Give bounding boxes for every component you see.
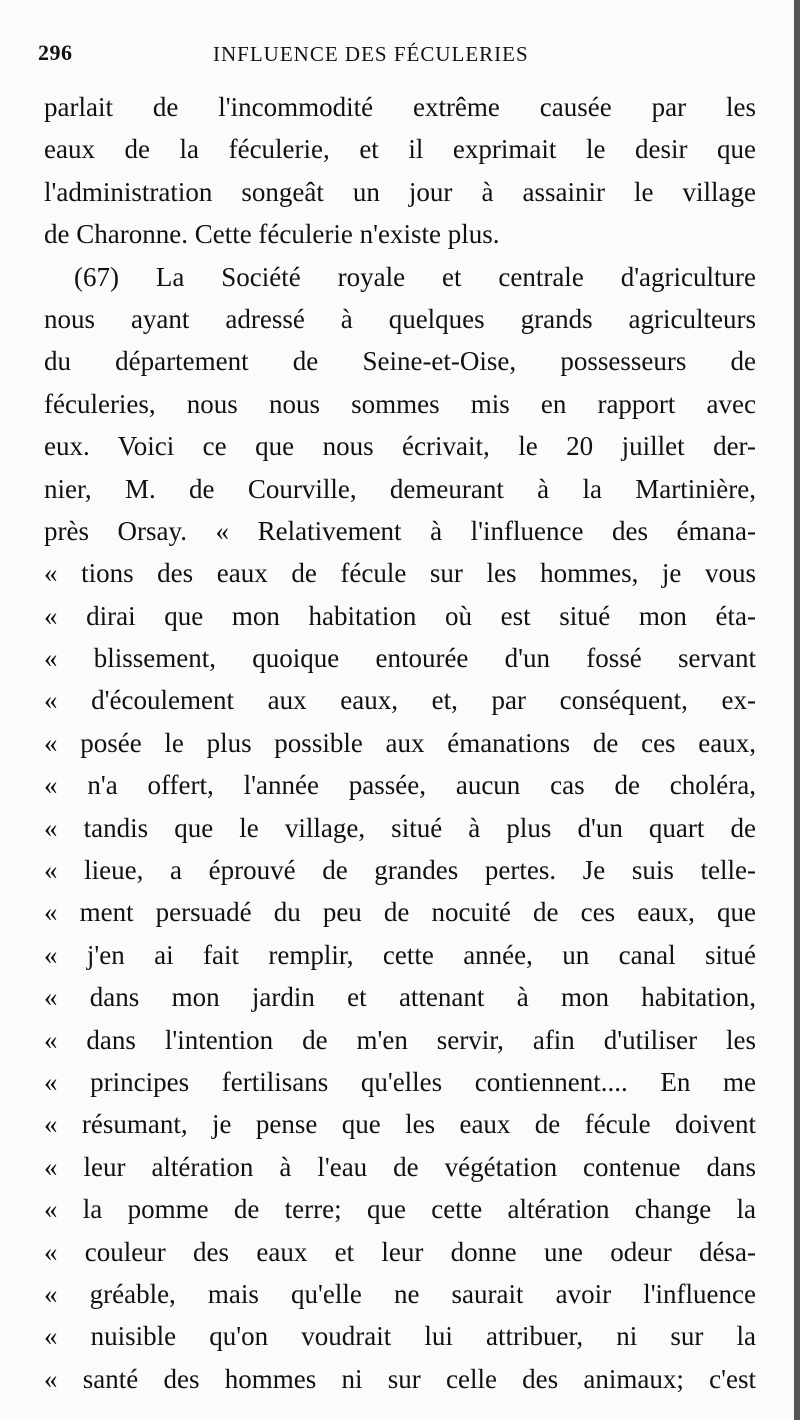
quote-line: « résumant, je pense que les eaux de fécule doivent	[44, 1109, 756, 1140]
quote-line: « nuisible qu'on voudrait lui attribuer, ni sur la	[44, 1321, 756, 1352]
text-line: eaux de la féculerie, et il exprimait le desir que	[44, 134, 756, 165]
quote-line: « tandis que le village, situé à plus d'un quart de	[44, 812, 756, 843]
running-title: INFLUENCE DES FÉCULERIES	[213, 42, 529, 66]
text-line: féculeries, nous nous sommes mis en rapport avec	[44, 388, 756, 419]
quote-line: « lieue, a éprouvé de grandes pertes. Je suis telle-	[44, 855, 756, 886]
quote-line: « dans l'intention de m'en servir, afin d'utiliser les	[44, 1024, 756, 1055]
text-line: l'administration songeât un jour à assainir le village	[44, 176, 756, 207]
text-line: parlait de l'incommodité extrême causée par les	[44, 92, 756, 122]
quote-line: « j'en ai fait remplir, cette année, un canal situé	[44, 939, 756, 970]
body-text	[44, 86, 756, 1400]
text-line: nous ayant adressé à quelques grands agriculteurs	[44, 303, 756, 334]
quote-line: « d'écoulement aux eaux, et, par conséquent, ex-	[44, 685, 756, 716]
text-line: nier, M. de Courville, demeurant à la Martinière,	[44, 473, 756, 504]
quote-line: « gréable, mais qu'elle ne saurait avoir l'influence	[44, 1278, 756, 1309]
quote-line: « blissement, quoique entourée d'un fossé servant	[44, 643, 756, 674]
text-line: du département de Seine-et-Oise, possesseurs de	[44, 346, 756, 377]
page-header	[38, 40, 742, 74]
quote-line: « dirai que mon habitation où est situé mon éta-	[44, 600, 756, 631]
text-line: eux. Voici ce que nous écrivait, le 20 juillet der-	[44, 431, 756, 462]
quote-line: « ment persuadé du peu de nocuité de ces eaux, que	[44, 897, 756, 928]
page-number: 296	[38, 40, 73, 65]
quote-line: « la pomme de terre; que cette altération change la	[44, 1194, 756, 1225]
quote-line: « posée le plus possible aux émanations de ces eaux,	[44, 727, 756, 758]
quote-line: « dans mon jardin et attenant à mon habitation,	[44, 982, 756, 1013]
quote-line: « leur altération à l'eau de végétation contenue dans	[44, 1151, 756, 1182]
text-line: de Charonne. Cette féculerie n'existe plus.	[44, 219, 500, 250]
quote-line: « tions des eaux de fécule sur les hommes, je vous	[44, 558, 756, 589]
quote-line: « couleur des eaux et leur donne une odeur désa-	[44, 1236, 756, 1267]
quote-line: « santé des hommes ni sur celle des animaux; c'est	[44, 1363, 756, 1394]
text-line: près Orsay. « Relativement à l'influence des émana-	[44, 515, 756, 546]
paragraph-start-line: (67) La Société royale et centrale d'agriculture	[74, 261, 756, 292]
quote-line: « n'a offert, l'année passée, aucun cas de choléra,	[44, 770, 756, 801]
quote-line: « principes fertilisans qu'elles contiennent.... En me	[44, 1066, 756, 1097]
